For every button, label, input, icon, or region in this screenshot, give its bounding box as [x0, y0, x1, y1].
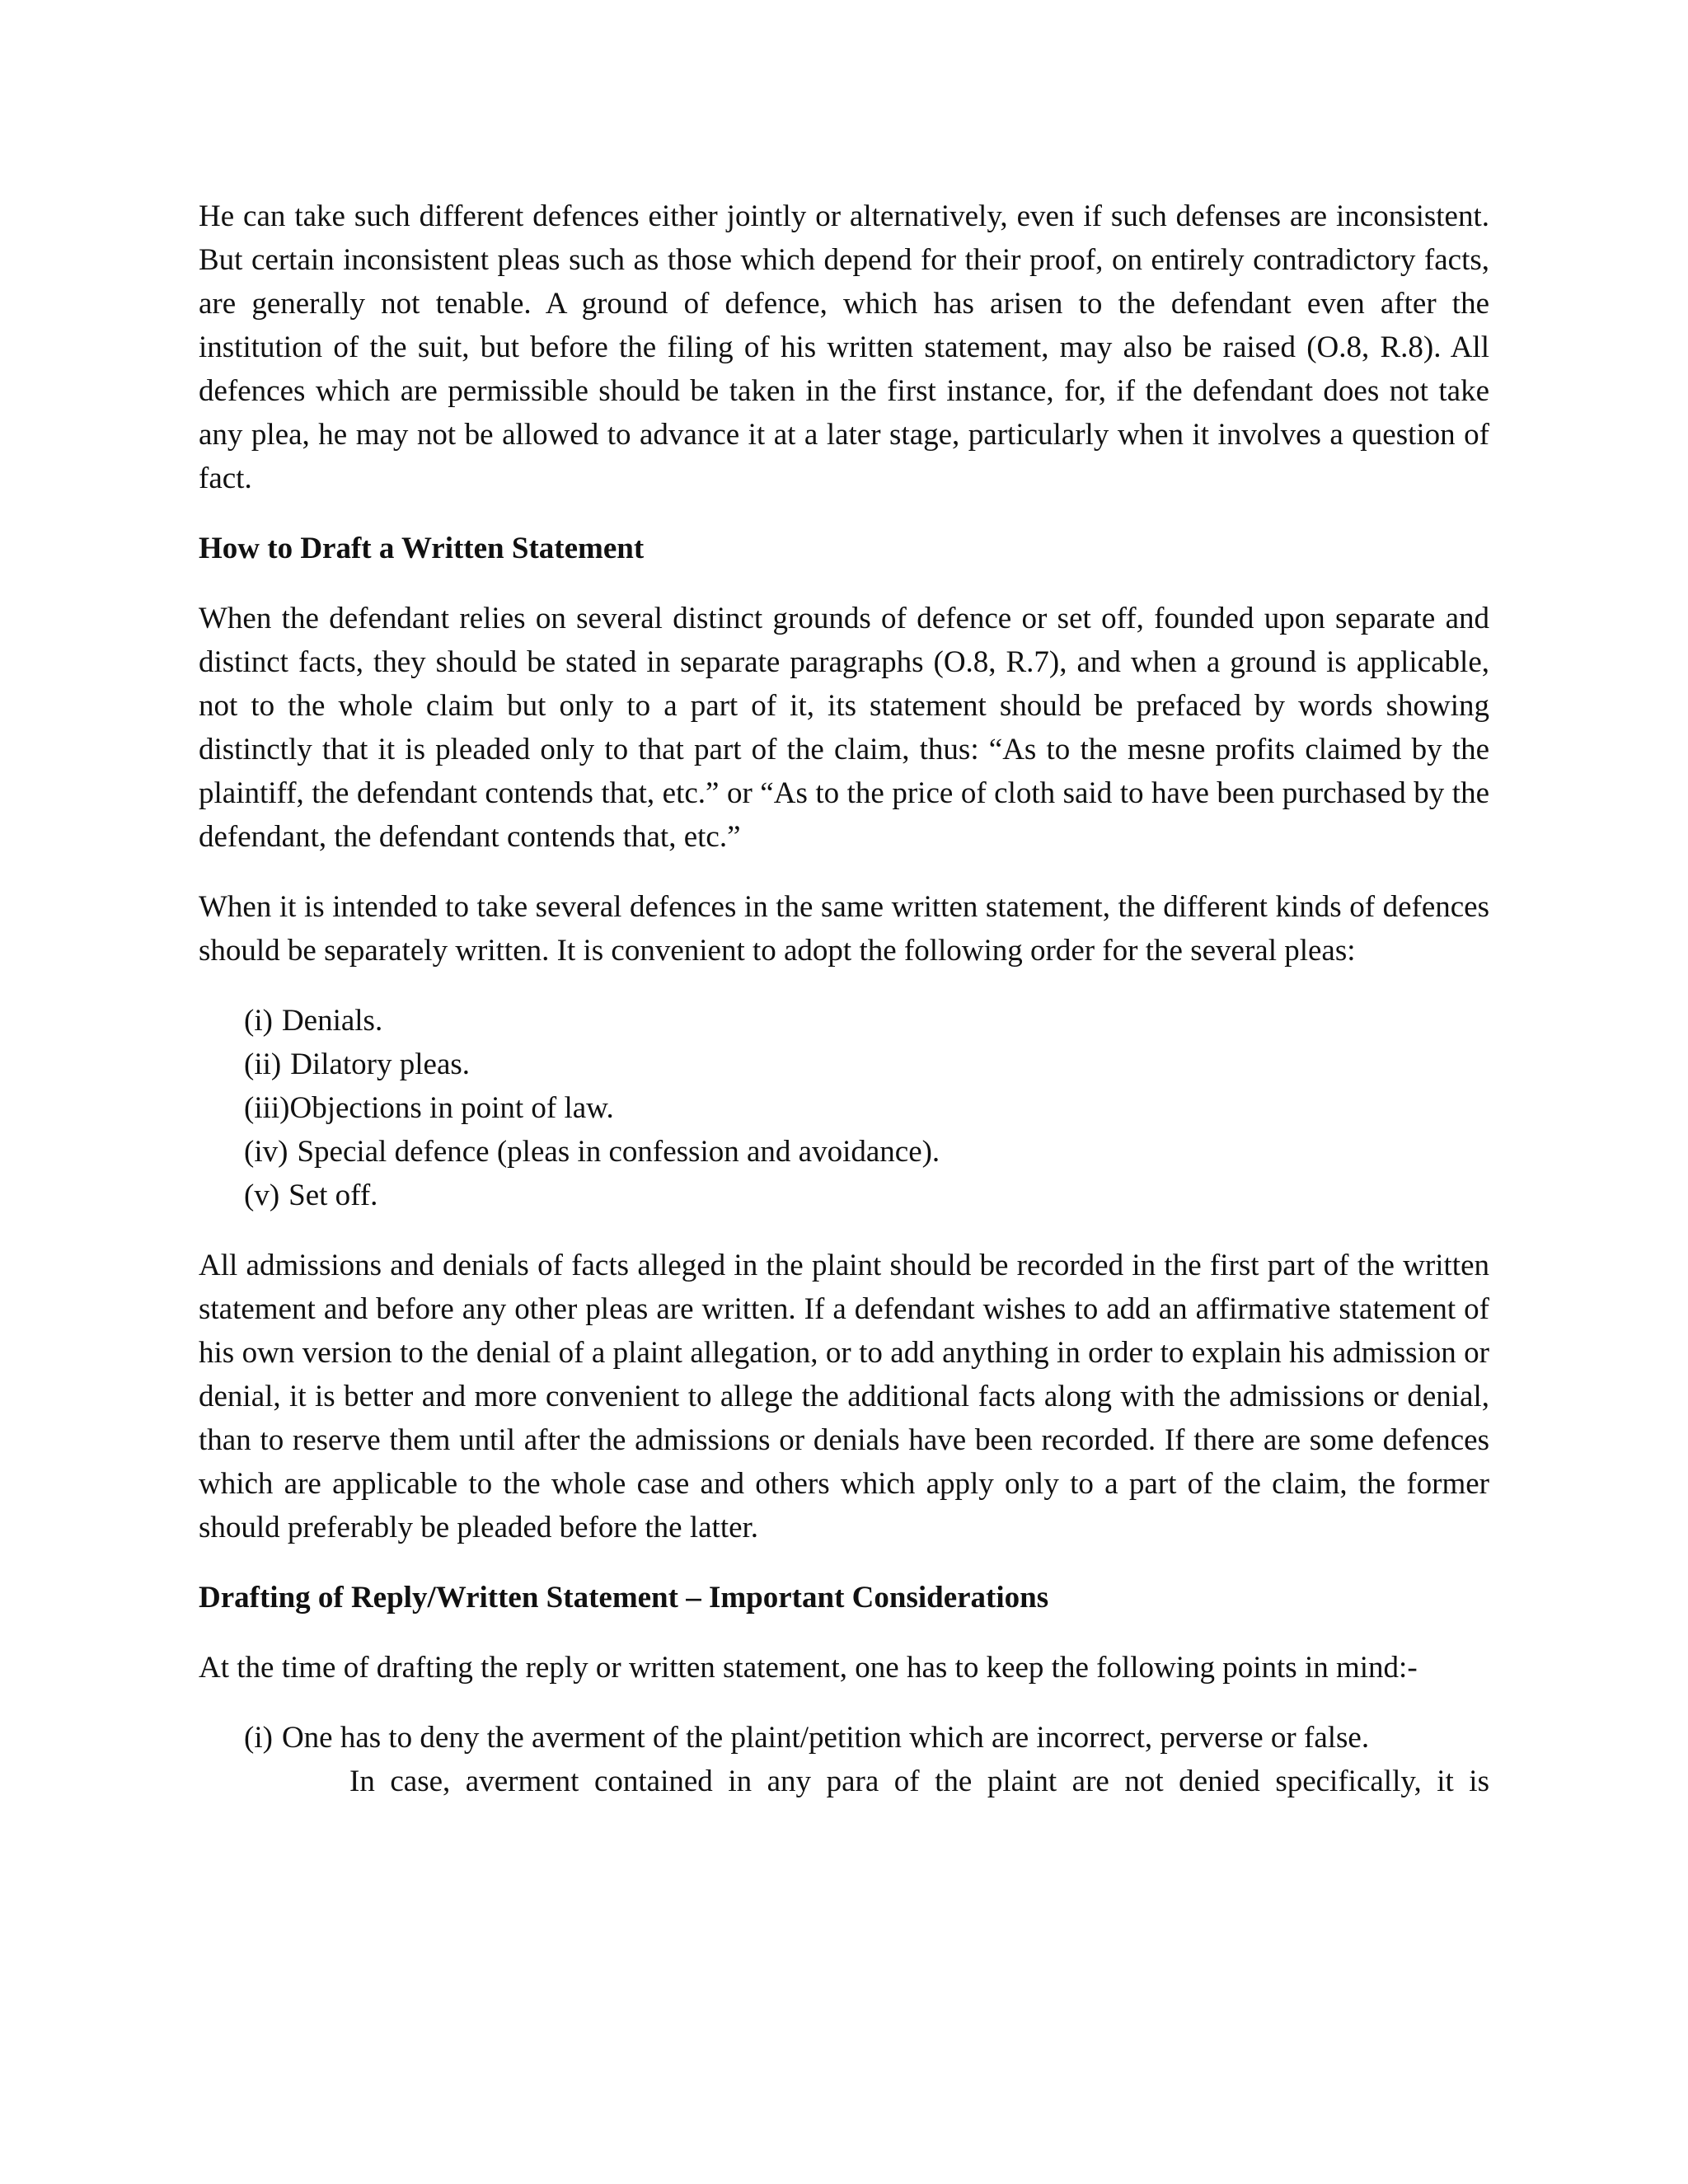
list-item	[244, 1086, 1489, 1130]
list-item-text: Special defence (pleas in confession and avoidance).	[297, 1135, 940, 1169]
list-item-number: (i)	[244, 1004, 273, 1038]
paragraph-admissions-denials: All admissions and denials of facts alleged in the plaint should be recorded in the first part of the written statement and before any other pleas are written. If a defendant wishes to add an affirmative statement of his own version to the denial of a plaint allegation, or to add anything in order to explain his admission or denial, it is better and more convenient to allege the additional facts along with the admissions or denial, than to reserve them until after the admissions or denials have been recorded. If there are some defences which are applicable to the whole case and others which apply only to a part of the claim, the former should preferably be pleaded before the latter.	[199, 1249, 1489, 1544]
paragraph-drafting-points: At the time of drafting the reply or written statement, one has to keep the following points in mind:-	[199, 1651, 1418, 1685]
list-item	[244, 1716, 1489, 1803]
heading-how-to-draft: How to Draft a Written Statement	[199, 532, 645, 565]
list-item	[244, 999, 1489, 1043]
points-list	[199, 1716, 1489, 1803]
list-item-number: (iv)	[244, 1135, 288, 1169]
list-item-text: In case, averment contained in any para of the plaint are not denied specifically, it is	[349, 1765, 1489, 1798]
list-item	[244, 1043, 1489, 1086]
heading-important-considerations: Drafting of Reply/Written Statement – Important Considerations	[199, 1581, 1049, 1615]
paragraph-distinct-grounds: When the defendant relies on several distinct grounds of defence or set off, founded upon separate and distinct facts, they should be stated in separate paragraphs (O.8, R.7), and when a ground is applicable, not to the whole claim but only to a part of it, its statement should be prefaced by words showing distinctly that it is pleaded only to that part of the claim, thus: “As to the mesne profits claimed by the plaintiff, the defendant contends that, etc.” or “As to the price of cloth said to have been purchased by the defendant, the defendant contends that, etc.”	[199, 602, 1489, 854]
pleas-list	[199, 999, 1489, 1217]
paragraph-defences-intro: He can take such different defences either jointly or alternatively, even if such defenses are inconsistent. But certain inconsistent pleas such as those which depend for their proof, on entirely contradictory facts, are generally not tenable. A ground of defence, which has arisen to the defendant even after the institution of the suit, but before the filing of his written statement, may also be raised (O.8, R.8). All defences which are permissible should be taken in the first instance, for, if the defendant does not take any plea, he may not be allowed to advance it at a later stage, particularly when it involves a question of fact.	[199, 199, 1489, 495]
list-item	[244, 1130, 1489, 1174]
document-page	[199, 194, 1489, 1803]
list-item-text: Dilatory pleas.	[290, 1047, 471, 1081]
list-item-text: Set off.	[288, 1179, 378, 1212]
paragraph-several-defences: When it is intended to take several defences in the same written statement, the different kinds of defences should be separately written. It is convenient to adopt the following order for the several pleas:	[199, 890, 1489, 968]
list-item-line	[244, 1716, 1489, 1760]
list-item	[244, 1174, 1489, 1217]
list-item-text: Objections in point of law.	[289, 1091, 614, 1125]
list-item-line	[244, 1760, 1489, 1803]
list-item-number: (i)	[244, 1721, 273, 1755]
list-item-text: One has to deny the averment of the plaint/petition which are incorrect, perverse or false.	[281, 1721, 1370, 1755]
list-item-number: (ii)	[244, 1047, 282, 1081]
list-item-text: Denials.	[281, 1004, 383, 1038]
list-item-number: (v)	[244, 1179, 280, 1212]
list-item-number: (iii)	[244, 1091, 290, 1125]
